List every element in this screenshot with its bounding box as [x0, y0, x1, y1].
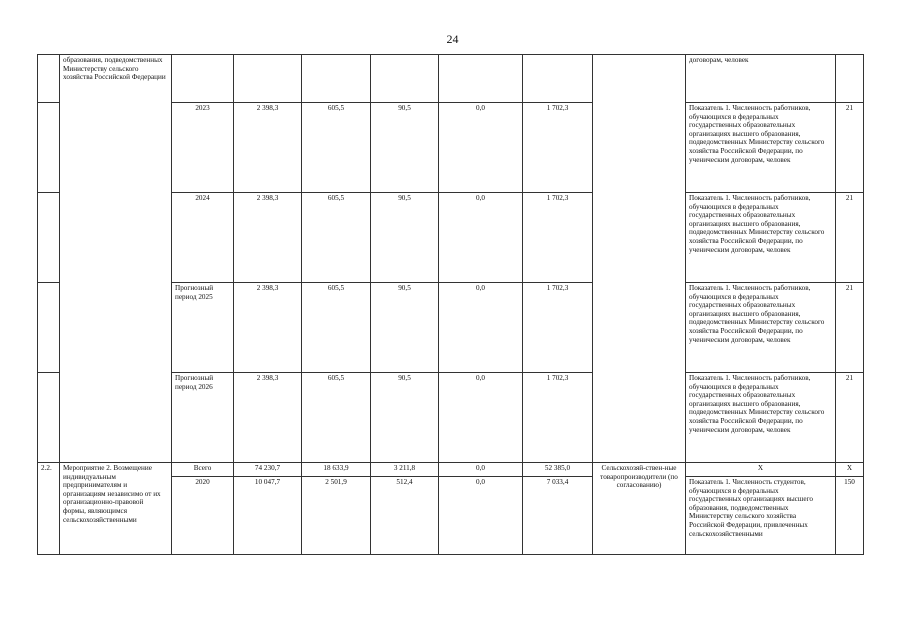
reg-cell: 90,5 [371, 373, 439, 463]
total-cell: 2 398,3 [234, 373, 302, 463]
period-cell: 2020 [172, 477, 234, 555]
other-cell: 52 385,0 [523, 463, 593, 477]
number-cell: 2.2. [38, 463, 60, 555]
executor-cell: Сельскохозяй-ствен-ные товаропроизводители (по согласованию) [593, 463, 686, 555]
other-cell: 1 702,3 [523, 373, 593, 463]
value-cell [836, 55, 864, 103]
period-cell: 2023 [172, 103, 234, 193]
total-cell: 74 230,7 [234, 463, 302, 477]
fed-cell [302, 55, 371, 103]
other-cell: 1 702,3 [523, 193, 593, 283]
table-row [38, 463, 864, 477]
local-cell: 0,0 [439, 193, 523, 283]
indicator-cell: договорам, человек [686, 55, 836, 103]
indicator-cell: Показатель 1. Численность работников, обучающихся в федеральных государственных образовательных организациях высшего образования, подведомственных Министерству сельского хозяйства Российской Федерации, по ученическим договорам, человек [686, 283, 836, 373]
value-cell: 21 [836, 283, 864, 373]
local-cell: 0,0 [439, 477, 523, 555]
other-cell: 1 702,3 [523, 103, 593, 193]
measure-name-text: образования, подведомственных Министерству сельского хозяйства Российской Федерации [63, 56, 166, 82]
number-cell [38, 103, 60, 193]
indicator-cell: Х [686, 463, 836, 477]
number-cell [38, 193, 60, 283]
total-cell: 2 398,3 [234, 193, 302, 283]
total-cell: 2 398,3 [234, 103, 302, 193]
local-cell: 0,0 [439, 373, 523, 463]
period-cell [172, 55, 234, 103]
local-cell [439, 55, 523, 103]
number-cell [38, 55, 60, 103]
fed-cell: 605,5 [302, 283, 371, 373]
period-cell: Прогнозный период 2026 [172, 373, 234, 463]
reg-cell: 90,5 [371, 193, 439, 283]
fed-cell: 605,5 [302, 193, 371, 283]
value-cell: 21 [836, 373, 864, 463]
reg-cell: 90,5 [371, 103, 439, 193]
fed-cell: 2 501,9 [302, 477, 371, 555]
local-cell: 0,0 [439, 463, 523, 477]
value-cell: 150 [836, 477, 864, 555]
executor-cell [593, 55, 686, 463]
fed-cell: 18 633,9 [302, 463, 371, 477]
indicator-cell: Показатель 1. Численность работников, обучающихся в федеральных государственных образовательных организациях высшего образования, подведомственных Министерству сельского хозяйства Российской Федерации, по ученическим договорам, человек [686, 103, 836, 193]
number-cell [38, 283, 60, 373]
fed-cell: 605,5 [302, 373, 371, 463]
measure-name-cell [60, 55, 172, 463]
period-cell: 2024 [172, 193, 234, 283]
local-cell: 0,0 [439, 283, 523, 373]
total-cell [234, 55, 302, 103]
other-cell [523, 55, 593, 103]
period-cell: Всего [172, 463, 234, 477]
indicator-cell: Показатель 1. Численность работников, обучающихся в федеральных государственных образовательных организациях высшего образования, подведомственных Министерству сельского хозяйства Российской Федерации, по ученическим договорам, человек [686, 193, 836, 283]
measure-name-cell: Мероприятие 2. Возмещение индивидуальным предпринимателям и организациям независимо от их организационно-правовой формы, являющимся сельскохозяйственными [60, 463, 172, 555]
other-cell: 7 033,4 [523, 477, 593, 555]
local-cell: 0,0 [439, 103, 523, 193]
number-cell [38, 373, 60, 463]
total-cell: 2 398,3 [234, 283, 302, 373]
indicator-cell: Показатель 1. Численность студентов, обучающихся в федеральных государственных организациях высшего образования, подведомственных Министерству сельского хозяйства Российской Федерации, привлеченных сельскохозяйственными [686, 477, 836, 555]
program-table [37, 54, 864, 555]
value-cell: 21 [836, 193, 864, 283]
period-cell: Прогнозный период 2025 [172, 283, 234, 373]
value-cell: 21 [836, 103, 864, 193]
table-row [38, 55, 864, 103]
reg-cell [371, 55, 439, 103]
value-cell: Х [836, 463, 864, 477]
other-cell: 1 702,3 [523, 283, 593, 373]
fed-cell: 605,5 [302, 103, 371, 193]
total-cell: 10 047,7 [234, 477, 302, 555]
reg-cell: 512,4 [371, 477, 439, 555]
page-number: 24 [446, 32, 459, 46]
reg-cell: 90,5 [371, 283, 439, 373]
indicator-cell: Показатель 1. Численность работников, обучающихся в федеральных государственных образовательных организациях высшего образования, подведомственных Министерству сельского хозяйства Российской Федерации, по ученическим договорам, человек [686, 373, 836, 463]
reg-cell: 3 211,8 [371, 463, 439, 477]
